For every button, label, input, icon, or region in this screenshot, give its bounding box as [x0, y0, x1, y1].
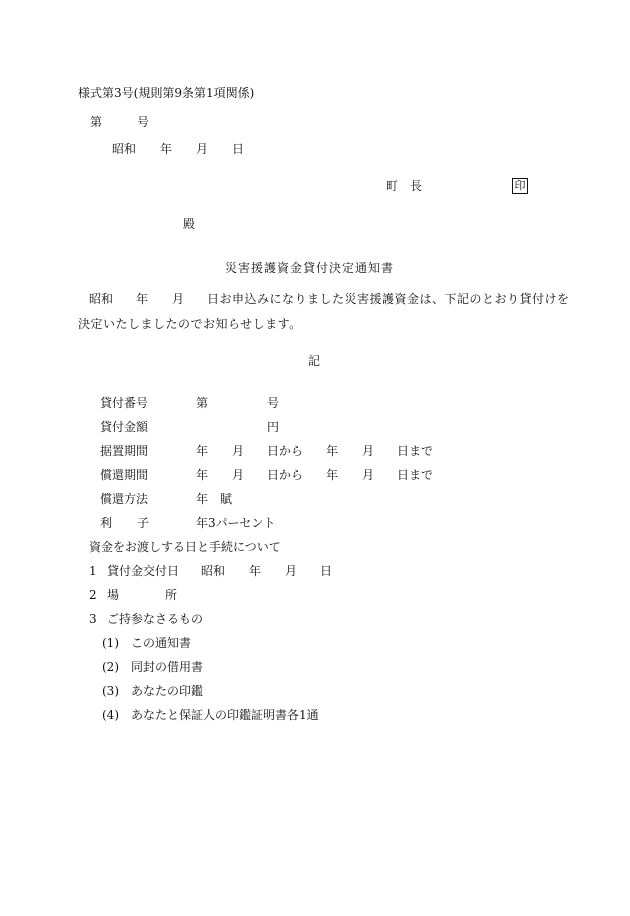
handover-heading: 資金をお渡しする日と手続について [89, 540, 281, 554]
list-item-text: あなたの印鑑 [131, 684, 204, 698]
list-item-num: (1) [102, 636, 119, 650]
intro-line2: 決定いたしましたのでお知らせします。 [78, 317, 302, 331]
number-go: 号 [137, 115, 150, 129]
number-dai: 第 [90, 115, 103, 129]
deferment-from: 日から [267, 444, 304, 458]
repayment-method-year: 年 [196, 492, 209, 506]
loan-number-label: 貸付番号 [100, 396, 149, 410]
handover-1-month: 月 [285, 564, 298, 578]
list-item-num: (3) [102, 684, 119, 698]
list-item-num: (4) [102, 708, 119, 722]
repayment-period-from: 日から [267, 468, 304, 482]
list-item-num: (2) [102, 660, 119, 674]
date-day: 日 [232, 142, 245, 156]
interest-label-a: 利 [100, 516, 113, 530]
deferment-year2: 年 [326, 444, 339, 458]
date-year: 年 [160, 142, 173, 156]
deferment-label: 据置期間 [100, 444, 149, 458]
deferment-month2: 月 [362, 444, 375, 458]
interest-label-b: 子 [137, 516, 150, 530]
list-item-text: あなたと保証人の印鑑証明書各1通 [131, 708, 319, 722]
list-item-text: 同封の借用書 [131, 660, 204, 674]
repayment-period-year2: 年 [326, 468, 339, 482]
list-item-text: この通知書 [131, 636, 192, 650]
handover-3-num: 3 [89, 612, 97, 626]
loan-number-go: 号 [267, 396, 280, 410]
loan-number-dai: 第 [196, 396, 209, 410]
date-month: 月 [196, 142, 209, 156]
handover-1-era: 昭和 [201, 564, 226, 578]
intro-line1-rest: 日お申込みになりました災害援護資金は、下記のとおり貸付けを [207, 292, 570, 306]
handover-2-num: 2 [89, 588, 97, 602]
issuer-title: 町 長 [386, 179, 423, 193]
deferment-month1: 月 [232, 444, 245, 458]
repayment-period-month1: 月 [232, 468, 245, 482]
repayment-period-month2: 月 [362, 468, 375, 482]
addressee-suffix: 殿 [183, 217, 196, 231]
interest-value: 年3パーセント [196, 516, 276, 530]
handover-3-label: ご持参なさるもの [107, 612, 204, 626]
intro-month: 月 [172, 292, 185, 306]
repayment-period-year1: 年 [196, 468, 209, 482]
handover-1-day: 日 [320, 564, 333, 578]
handover-1-year: 年 [249, 564, 262, 578]
loan-amount-label: 貸付金額 [100, 420, 149, 434]
seal-mark: 印 [512, 178, 528, 194]
intro-era: 昭和 [89, 292, 114, 306]
repayment-method-fu: 賦 [220, 492, 233, 506]
document-title: 災害援護資金貸付決定通知書 [225, 261, 395, 275]
handover-1-label: 貸付金交付日 [107, 564, 180, 578]
deferment-year1: 年 [196, 444, 209, 458]
ki-heading: 記 [308, 354, 321, 368]
handover-1-num: 1 [89, 564, 97, 578]
repayment-method-label: 償還方法 [100, 492, 149, 506]
deferment-to: 日まで [397, 444, 434, 458]
loan-amount-unit: 円 [267, 420, 280, 434]
form-reference: 様式第3号(規則第9条第1項関係) [78, 86, 255, 100]
handover-2-label-a: 場 [107, 588, 120, 602]
intro-year: 年 [136, 292, 149, 306]
handover-2-label-b: 所 [165, 588, 178, 602]
repayment-period-to: 日まで [397, 468, 434, 482]
date-era: 昭和 [112, 142, 137, 156]
repayment-period-label: 償還期間 [100, 468, 149, 482]
